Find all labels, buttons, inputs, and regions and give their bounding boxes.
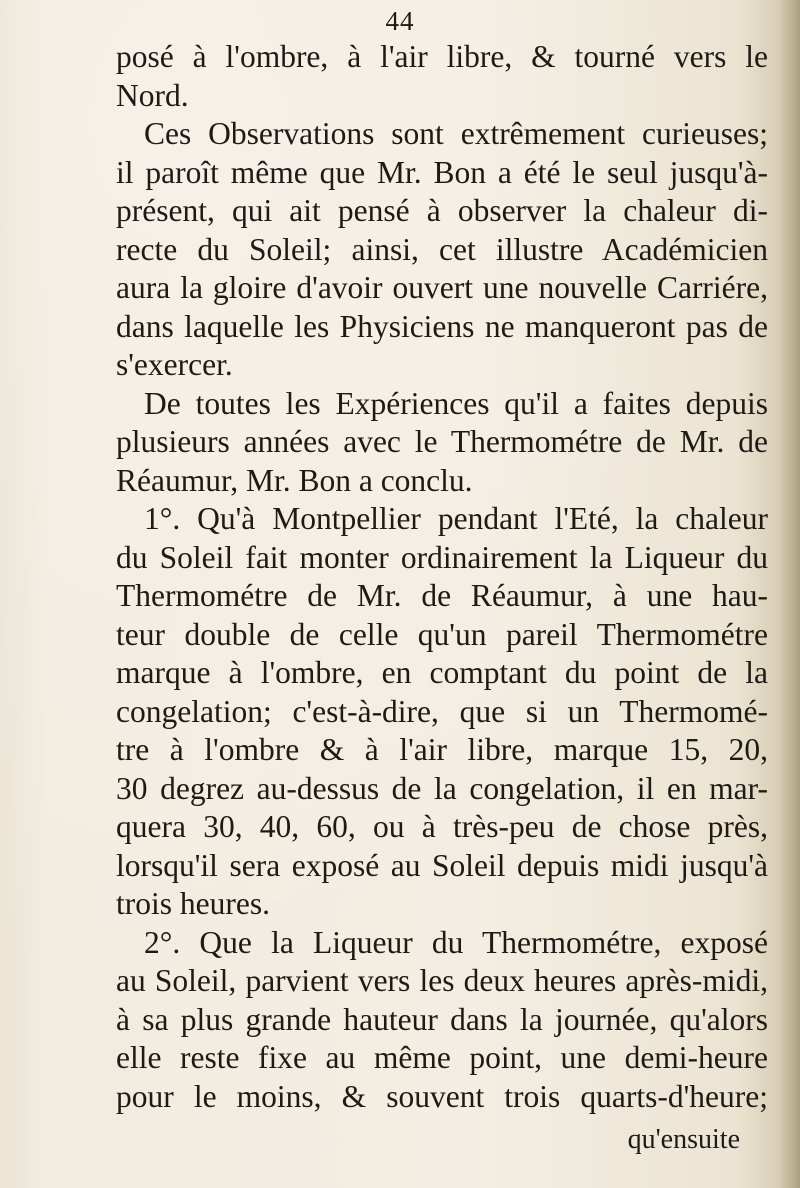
text-line: Nord. [116, 77, 189, 113]
text-line: s'exercer. [116, 347, 233, 382]
catchword: qu'ensuite [627, 1124, 740, 1155]
text-line: il paroît même que Mr. Bon a été le seul jusqu'à- [116, 154, 768, 190]
text-line: présent, qui ait pensé à observer la chaleur di- [116, 193, 768, 228]
page-edge-shadow [778, 0, 800, 1188]
body-text [116, 38, 768, 1116]
text-line: Ces Observations sont extrêmement curieuses; [144, 116, 768, 151]
text-line: 1°. Qu'à Montpellier pendant l'Eté, la chaleur [144, 501, 768, 536]
text-line: marque à l'ombre, en comptant du point de la [116, 655, 768, 690]
text-line: du Soleil fait monter ordinairement la Liqueur du [116, 539, 768, 575]
text-line: quera 30, 40, 60, ou à très-peu de chose près, [116, 809, 768, 844]
text-line: à sa plus grande hauteur dans la journée, qu'alors [116, 1001, 768, 1037]
text-line: tre à l'ombre & à l'air libre, marque 15, 20, [116, 732, 768, 767]
text-line: Réaumur, Mr. Bon a conclu. [116, 462, 473, 498]
text-line: congelation; c'est-à-dire, que si un Thermomé- [116, 693, 768, 729]
text-line: elle reste fixe au même point, une demi-heure [116, 1040, 768, 1075]
text-line: au Soleil, parvient vers les deux heures après-midi, [116, 963, 768, 998]
text-line: teur double de celle qu'un pareil Thermométre [116, 616, 768, 652]
text-line: lorsqu'il sera exposé au Soleil depuis midi jusqu'à [116, 847, 768, 883]
text-line: 30 degrez au-dessus de la congelation, il en mar- [116, 770, 768, 806]
page-number: 44 [385, 6, 415, 36]
text-line: recte du Soleil; ainsi, cet illustre Académicien [116, 231, 768, 267]
text-line: De toutes les Expériences qu'il a faites depuis [144, 385, 768, 421]
text-line: pour le moins, & souvent trois quarts-d'heure; [116, 1078, 768, 1114]
text-line: Thermométre de Mr. de Réaumur, à une hau- [116, 578, 768, 613]
text-line: 2°. Que la Liqueur du Thermométre, exposé [144, 924, 768, 960]
text-line: plusieurs années avec le Thermométre de Mr. de [116, 424, 768, 459]
text-line: dans laquelle les Physiciens ne manqueront pas de [116, 308, 768, 344]
text-line: trois heures. [116, 886, 270, 921]
text-line: posé à l'ombre, à l'air libre, & tourné vers le [116, 39, 768, 74]
text-line: aura la gloire d'avoir ouvert une nouvelle Carriére, [116, 270, 768, 305]
